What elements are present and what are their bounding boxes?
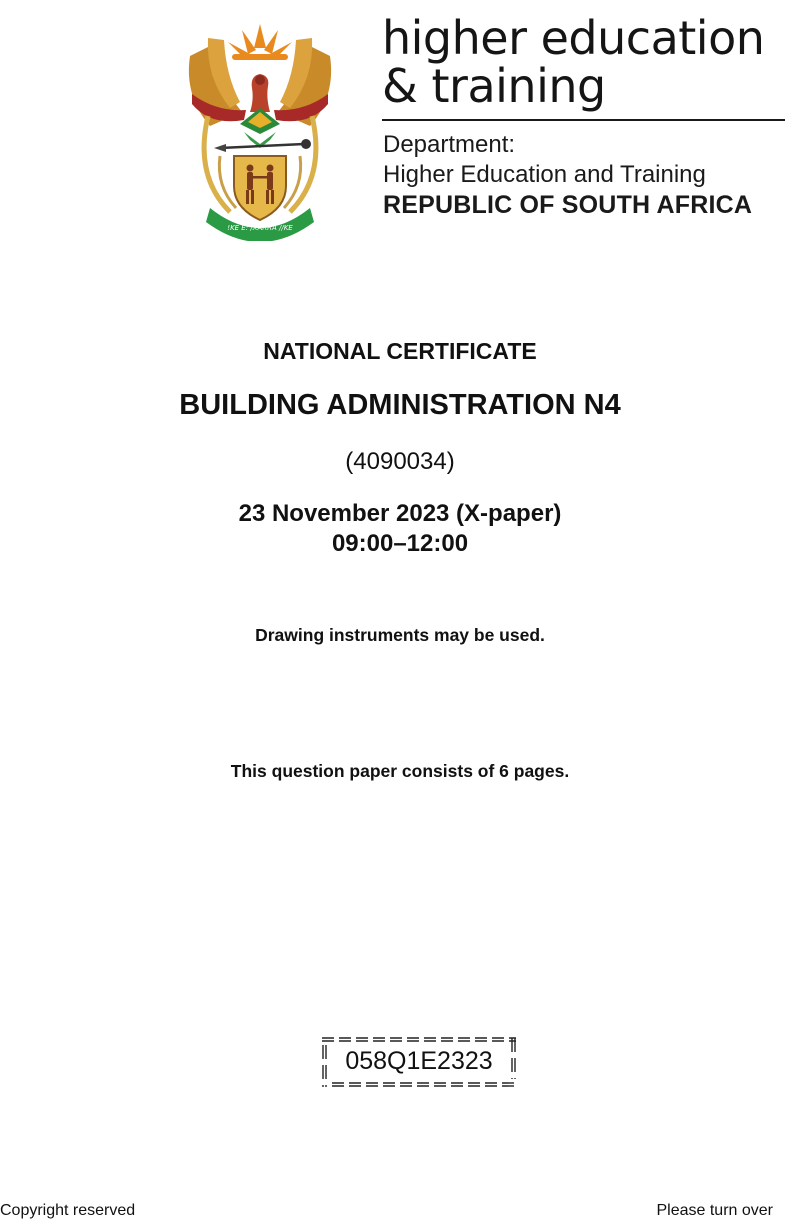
brand-divider <box>382 119 785 121</box>
department-label: Department: <box>383 131 516 158</box>
department-name: Higher Education and Training <box>383 161 706 188</box>
paper-code: 058Q1E2323 <box>345 1047 493 1075</box>
motto-text: !KE E: /XARRA //KE <box>227 224 293 232</box>
copyright-notice: Copyright reserved <box>0 1202 136 1219</box>
page-count-note: This question paper consists of 6 pages. <box>230 761 570 781</box>
brand-line-2: & training <box>382 59 606 113</box>
country-name: REPUBLIC OF SOUTH AFRICA <box>383 191 753 219</box>
subject-code: (4090034) <box>345 448 455 475</box>
subject-title: BUILDING ADMINISTRATION N4 <box>179 389 621 421</box>
brand-line-1: higher education <box>382 11 765 65</box>
turn-over-note: Please turn over <box>656 1202 773 1219</box>
department-brand <box>382 11 792 113</box>
certificate-title: NATIONAL CERTIFICATE <box>263 338 537 364</box>
coat-of-arms-icon <box>180 16 340 241</box>
exam-time: 09:00–12:00 <box>331 530 469 557</box>
instruction-note: Drawing instruments may be used. <box>255 625 545 645</box>
exam-date: 23 November 2023 (X-paper) <box>238 500 562 527</box>
